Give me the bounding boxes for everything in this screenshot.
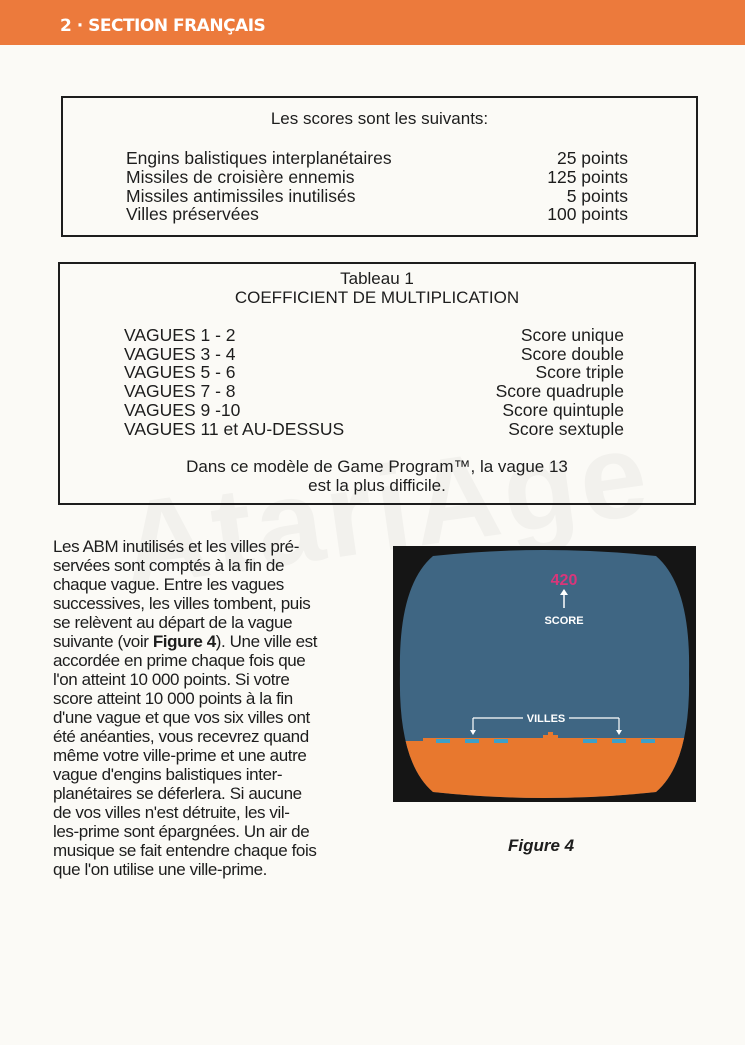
score-row-value: 25 points bbox=[556, 148, 628, 168]
score-row-label: Missiles de croisière ennemis bbox=[126, 167, 355, 187]
table-number: Tableau 1 bbox=[340, 269, 414, 288]
body-line: musique se fait entendre chaque fois bbox=[53, 841, 317, 860]
score-row-label: Engins balistiques interplanétaires bbox=[126, 148, 392, 168]
table-note-line2: est la plus difficile. bbox=[308, 476, 446, 495]
game-screen-figure bbox=[393, 546, 696, 802]
body-line: se relèvent au départ de la vague bbox=[53, 613, 293, 632]
score-multiplier: Score double bbox=[520, 344, 624, 364]
city-marker bbox=[641, 739, 655, 743]
multiplier-table bbox=[58, 262, 696, 505]
body-line: successives, les villes tombent, puis bbox=[53, 594, 311, 613]
body-line: vague d'engins balistiques inter- bbox=[53, 765, 283, 784]
city-marker bbox=[583, 739, 597, 743]
body-line: de vos villes n'est détruite, les vil- bbox=[53, 803, 290, 822]
body-line: les-prime sont épargnées. Un air de bbox=[53, 822, 310, 841]
body-line: même votre ville-prime et une autre bbox=[53, 746, 307, 765]
wave-range: VAGUES 7 - 8 bbox=[124, 381, 236, 401]
wave-range: VAGUES 3 - 4 bbox=[124, 344, 236, 364]
body-line: accordée en prime chaque fois que bbox=[53, 651, 306, 670]
score-multiplier: Score sextuple bbox=[508, 419, 624, 439]
cities-label: VILLES bbox=[526, 713, 566, 725]
score-multiplier: Score unique bbox=[520, 325, 624, 345]
body-line: que l'on utilise une ville-prime. bbox=[53, 860, 267, 879]
score-row-value: 5 points bbox=[566, 186, 628, 206]
body-line: été anéanties, vous recevrez quand bbox=[53, 727, 309, 746]
figure-caption: Figure 4 bbox=[508, 836, 575, 855]
body-line: l'on atteint 10 000 points. Si votre bbox=[53, 670, 290, 689]
body-line: Les ABM inutilisés et les villes pré- bbox=[53, 537, 299, 556]
table-note-line1: Dans ce modèle de Game Program™, la vague 13 bbox=[186, 457, 568, 476]
body-line: d'une vague et que vos six villes ont bbox=[53, 708, 310, 727]
table-title: COEFFICIENT DE MULTIPLICATION bbox=[234, 288, 520, 307]
city-marker bbox=[494, 739, 508, 743]
body-line: planétaires se déferlera. Si aucune bbox=[53, 784, 302, 803]
city-marker bbox=[436, 739, 450, 743]
body-line: score atteint 10 000 points à la fin bbox=[53, 689, 293, 708]
body-line: servées sont comptés à la fin de bbox=[53, 556, 284, 575]
score-value: 420 bbox=[550, 572, 578, 589]
wave-range: VAGUES 9 -10 bbox=[124, 400, 241, 420]
score-row-value: 125 points bbox=[547, 167, 628, 187]
body-line: chaque vague. Entre les vagues bbox=[53, 575, 284, 594]
score-label: SCORE bbox=[544, 615, 584, 627]
score-multiplier: Score quintuple bbox=[502, 400, 624, 420]
city-marker bbox=[465, 739, 479, 743]
wave-range: VAGUES 11 et AU-DESSUS bbox=[124, 419, 345, 439]
city-marker bbox=[612, 739, 626, 743]
score-row-label: Missiles antimissiles inutilisés bbox=[126, 186, 356, 206]
score-multiplier: Score quadruple bbox=[495, 381, 624, 401]
section-header bbox=[0, 0, 745, 45]
section-title: 2 · SECTION FRANÇAIS bbox=[60, 16, 266, 36]
score-row-value: 100 points bbox=[547, 204, 628, 224]
body-paragraph bbox=[53, 537, 363, 879]
game-screen-svg bbox=[393, 546, 696, 802]
score-row-label: Villes préservées bbox=[126, 204, 259, 224]
body-line: suivante (voir Figure 4). Une ville est bbox=[53, 632, 318, 651]
score-multiplier: Score triple bbox=[535, 362, 624, 382]
wave-range: VAGUES 5 - 6 bbox=[124, 362, 236, 382]
wave-range: VAGUES 1 - 2 bbox=[124, 325, 236, 345]
scores-title: Les scores sont les suivants: bbox=[270, 109, 489, 128]
scores-table bbox=[61, 96, 698, 237]
